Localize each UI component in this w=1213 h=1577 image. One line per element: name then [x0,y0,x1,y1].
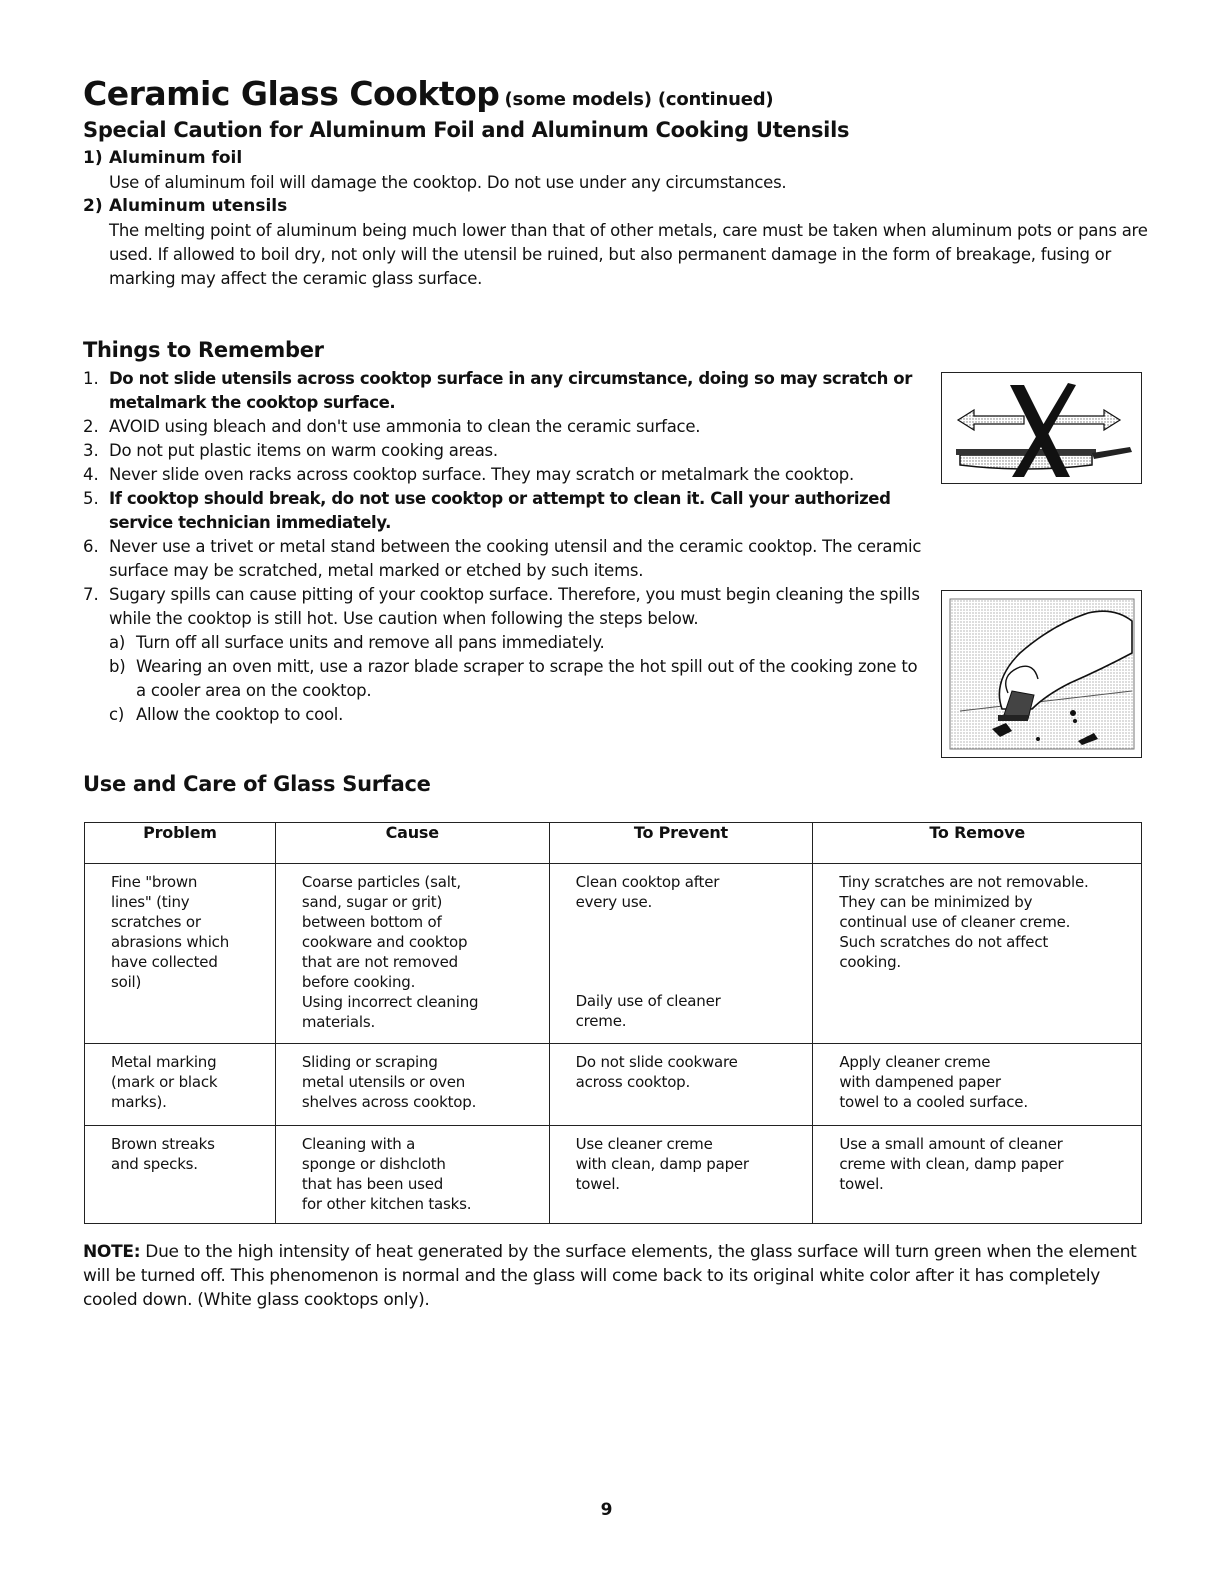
caution-item-2-text: The melting point of aluminum being much lower than that of other metals, care must be taken when aluminum pots or pans are used. If allowed to boil dry, not only will the utensil be ruined, but also permanent damage in the form of breakage, fusing or marking may affect the ceramic glass surface. [109,221,1148,288]
remember-item-1-number: 1. [83,369,99,388]
remember-item-7-text: Sugary spills can cause pitting of your cooktop surface. Therefore, you must begin cleaning the spills while the cooktop is still hot. Use caution when following the steps below. [109,585,920,628]
cause-cell [275,1126,549,1224]
caution-item-2-number: 2) [83,196,103,216]
table-row [85,1126,1142,1224]
caution-heading: Special Caution for Aluminum Foil and Aluminum Cooking Utensils [83,118,850,142]
glass-heading: Use and Care of Glass Surface [83,772,431,796]
caution-item-1-text: Use of aluminum foil will damage the cooktop. Do not use under any circumstances. [109,173,787,192]
caution-item-1-title: Aluminum foil [109,148,243,168]
prevent-cell [549,1044,813,1126]
note-paragraph [83,1240,1145,1312]
column-header-remove: To Remove [813,823,1142,864]
remember-item-3-number: 3. [83,441,99,460]
column-header-problem: Problem [85,823,276,864]
subitem-c-text: Allow the cooktop to cool. [136,705,344,724]
remove-cell [813,864,1142,1044]
column-header-prevent: To Prevent [549,823,813,864]
remember-heading: Things to Remember [83,338,324,362]
remember-item-3-text: Do not put plastic items on warm cooking areas. [109,441,498,460]
remember-item-6-text: Never use a trivet or metal stand between the cooking utensil and the ceramic cooktop. The ceramic surface may be scratched, metal marked or etched by such items. [109,537,922,580]
table-row [85,864,1142,1044]
cause-cell [275,1044,549,1126]
problem-cell [85,864,276,1044]
cause-text-2: Using incorrect cleaning materials. [301,993,479,1031]
prevent-cell [549,864,813,1044]
prevent-text: Clean cooktop after every use. [575,873,720,911]
caution-item-2-title: Aluminum utensils [109,196,288,216]
table-header-row [85,823,1142,864]
remember-item-7-number: 7. [83,585,99,604]
remember-item-6-number: 6. [83,537,99,556]
caution-item-1-number: 1) [83,148,103,168]
scraper-figure [941,590,1142,758]
note-text: Due to the high intensity of heat generated by the surface elements, the glass surface will turn green when the element will be turned off. This phenomenon is normal and the glass will come back to its original white color after it has completely cooled down. (White glass cooktops only). [83,1242,1137,1310]
remember-item-1-text: Do not slide utensils across cooktop surface in any circumstance, doing so may scratch or metalmark the cooktop surface. [109,369,912,412]
note-label: NOTE: [83,1242,141,1262]
table-row [85,1044,1142,1126]
remember-item-5-number: 5. [83,489,99,508]
remove-text: Use a small amount of cleaner creme with clean, damp paper towel. [839,1135,1064,1193]
prevent-text: Use cleaner creme with clean, damp paper towel. [575,1135,749,1193]
remember-item-2-text: AVOID using bleach and don't use ammonia to clean the ceramic surface. [109,417,701,436]
title-suffix: (some models) (continued) [504,89,774,110]
cause-text: Cleaning with a sponge or dishcloth that has been used for other kitchen tasks. [301,1135,472,1213]
subitem-a-letter: a) [109,633,126,652]
remove-text: Apply cleaner creme with dampened paper towel to a cooled surface. [839,1053,1028,1111]
remove-cell [813,1044,1142,1126]
subitem-c-letter: c) [109,705,125,724]
prevent-text-2: Daily use of cleaner creme. [575,992,721,1030]
glass-care-table [84,822,1142,1224]
no-sliding-figure [941,372,1142,484]
remember-item-4-number: 4. [83,465,99,484]
page-title [83,74,773,113]
remove-cell [813,1126,1142,1224]
remove-text: Tiny scratches are not removable. They can be minimized by continual use of cleaner creme. Such scratches do not affect cooking. [839,873,1089,971]
mitt-scraper-icon [942,591,1141,757]
remember-item-5-text: If cooktop should break, do not use cooktop or attempt to clean it. Call your authorized service technician immediately. [109,489,891,532]
title-main: Ceramic Glass Cooktop [83,74,500,113]
subitem-b-letter: b) [109,657,126,676]
page-number: 9 [600,1500,613,1520]
remember-item-4-text: Never slide oven racks across cooktop surface. They may scratch or metalmark the cooktop. [109,465,855,484]
cause-cell [275,864,549,1044]
prevent-text: Do not slide cookware across cooktop. [575,1053,738,1091]
problem-text: Fine "brown lines" (tiny scratches or abrasions which have collected soil) [111,873,230,991]
no-sliding-pan-icon [942,373,1141,483]
remember-item-2-number: 2. [83,417,99,436]
subitem-b-text: Wearing an oven mitt, use a razor blade scraper to scrape the hot spill out of the cooking zone to a cooler area on the cooktop. [136,657,918,700]
column-header-cause: Cause [275,823,549,864]
problem-text: Metal marking (mark or black marks). [111,1053,218,1111]
problem-cell [85,1044,276,1126]
problem-text: Brown streaks and specks. [111,1135,215,1173]
problem-cell [85,1126,276,1224]
prevent-cell [549,1126,813,1224]
cause-text: Sliding or scraping metal utensils or oven shelves across cooktop. [301,1053,477,1111]
cause-text: Coarse particles (salt, sand, sugar or grit) between bottom of cookware and cooktop that are not removed before cooking. [301,873,468,991]
subitem-a-text: Turn off all surface units and remove all pans immediately. [136,633,605,652]
